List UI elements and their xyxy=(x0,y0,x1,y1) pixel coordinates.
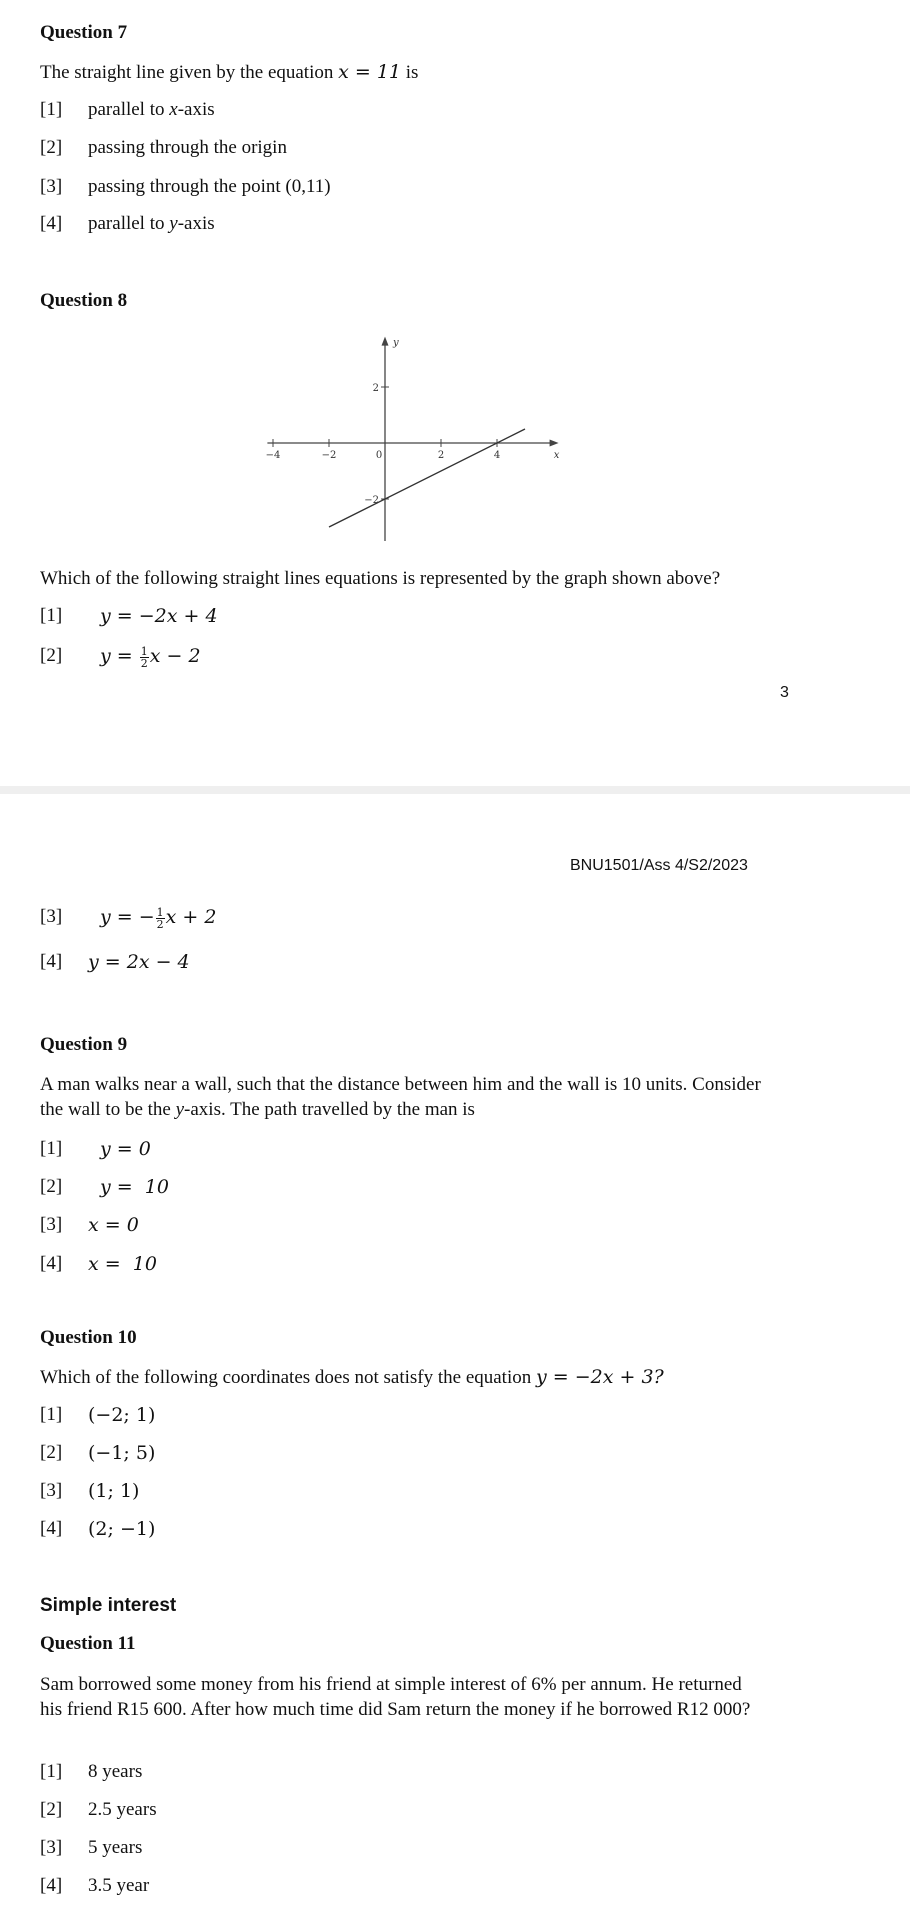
question-9-stem: A man walks near a wall, such that the distance between him and the wall is 10 units. Consider the wall to be the y-axis. The path travelled by the man is xyxy=(40,1074,761,1120)
question-10-stem: Which of the following coordinates does not satisfy the equation y = −2x + 3? xyxy=(40,1366,664,1388)
question-7-option-4[interactable]: [4] parallel to y-axis xyxy=(40,213,215,234)
question-11-heading: Question 11 xyxy=(40,1633,136,1654)
question-8-graph xyxy=(250,325,580,545)
question-8-option-2[interactable]: [2] y = $\frac{1}{2}$ x − 2 xyxy=(40,644,201,670)
question-10-option-2[interactable]: [2] (−1; 5) xyxy=(40,1442,156,1464)
x-axis-label: x xyxy=(553,450,560,461)
page-number: 3 xyxy=(780,684,789,701)
y-tick-label: 2 xyxy=(372,383,379,394)
question-10-option-3[interactable]: [3] (1; 1) xyxy=(40,1480,140,1502)
section-title: Simple interest xyxy=(40,1595,177,1616)
question-7-stem: The straight line given by the equation x = 11 is xyxy=(40,61,419,83)
x-tick-label: 4 xyxy=(493,450,501,461)
question-11-stem: Sam borrowed some money from his friend at simple interest of 6% per annum. He returned his friend R15 600. After how much time did Sam return the money if he borrowed R12 000? xyxy=(40,1674,751,1720)
x-tick-label: −4 xyxy=(265,450,281,461)
y-axis-label: y xyxy=(393,337,399,349)
question-9-heading: Question 9 xyxy=(40,1034,128,1055)
question-11-option-3[interactable]: [3] 5 years xyxy=(40,1837,143,1858)
question-8-stem: Which of the following straight lines equations is represented by the graph shown above? xyxy=(40,568,721,589)
x-axis-arrow xyxy=(550,440,559,447)
y-axis-arrow xyxy=(382,337,389,346)
y-tick-label: −2 xyxy=(364,495,379,506)
x-tick-label: −2 xyxy=(321,450,337,461)
x-tick-label: 0 xyxy=(375,450,383,461)
question-9-option-4[interactable]: [4] x = 10 xyxy=(40,1253,157,1275)
page-separator xyxy=(0,786,910,794)
question-8-option-4[interactable]: [4] y = 2x − 4 xyxy=(40,951,190,973)
question-8-option-3[interactable]: [3] y = − $\frac{1}{2}$ x + 2 xyxy=(40,905,217,931)
question-7-option-1[interactable]: [1] parallel to x-axis xyxy=(40,99,215,120)
question-7-heading: Question 7 xyxy=(40,22,128,43)
question-8-option-1[interactable]: [1] y = −2x + 4 xyxy=(40,605,218,627)
equation: x = 11 xyxy=(338,61,402,83)
document-reference: BNU1501/Ass 4/S2/2023 xyxy=(570,857,748,874)
question-11-option-1[interactable]: [1] 8 years xyxy=(40,1761,143,1782)
question-11-option-4[interactable]: [4] 3.5 year xyxy=(40,1875,150,1896)
question-10-option-4[interactable]: [4] (2; −1) xyxy=(40,1518,156,1540)
question-10-heading: Question 10 xyxy=(40,1327,137,1348)
question-7-option-2[interactable]: [2] passing through the origin xyxy=(40,137,287,158)
page-2 xyxy=(0,794,910,1920)
question-10-option-1[interactable]: [1] (−2; 1) xyxy=(40,1404,156,1426)
question-9-option-2[interactable]: [2] y = 10 xyxy=(40,1176,169,1198)
question-11-option-2[interactable]: [2] 2.5 years xyxy=(40,1799,157,1820)
question-9-option-1[interactable]: [1] y = 0 xyxy=(40,1138,151,1160)
page-1 xyxy=(0,0,910,786)
question-9-option-3[interactable]: [3] x = 0 xyxy=(40,1214,139,1236)
question-8-heading: Question 8 xyxy=(40,290,128,311)
x-tick-label: 2 xyxy=(437,450,445,461)
question-7-option-3[interactable]: [3] passing through the point (0,11) xyxy=(40,176,331,197)
graph-line xyxy=(329,429,525,527)
